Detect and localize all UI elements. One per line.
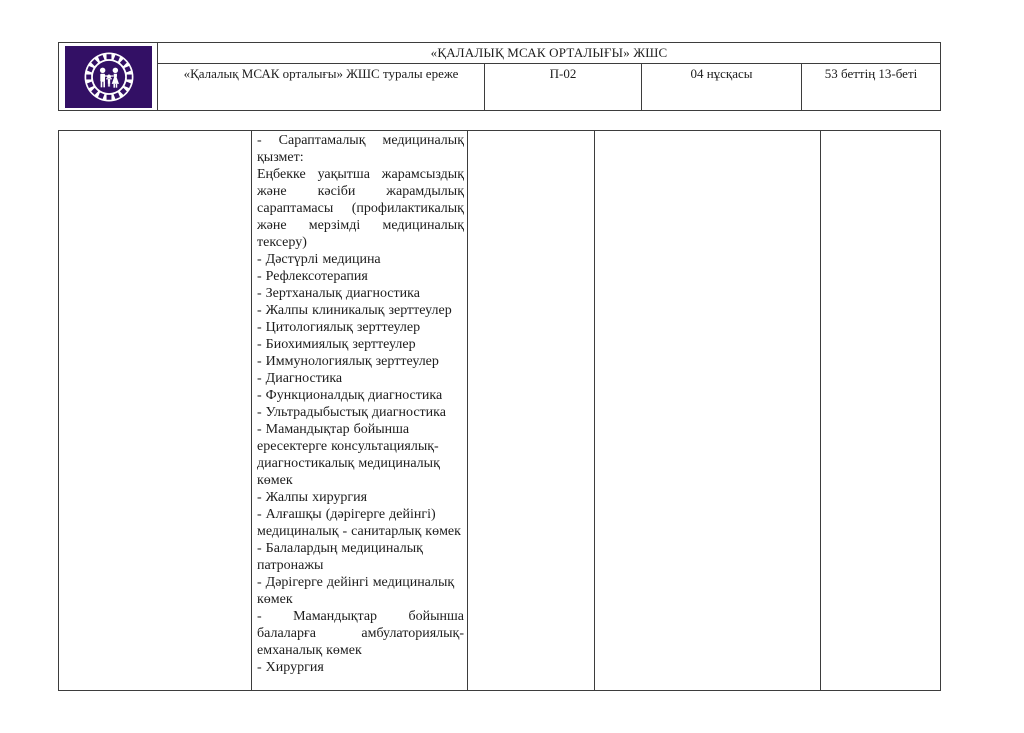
service-item: Еңбекке уақытша жарамсыздық және кәсіби жарамдылық сараптамасы (профилактикалық және мерзімді медициналық тексеру) [257,167,464,250]
org-title-cell [158,43,941,64]
document-header-table [58,42,941,111]
doc-title: «Қалалық МСАК орталығы» ЖШС туралы ереже [183,66,459,81]
service-item: - Сараптамалық медициналық қызмет: [257,133,464,165]
service-item: - Алғашқы (дәрігерге дейінгі) медициналық - санитарлық көмек [257,507,461,539]
org-title: «ҚАЛАЛЫҚ МСАК ОРТАЛЫҒЫ» ЖШС [430,45,668,60]
service-item: - Жалпы клиникалық зерттеулер [257,303,452,318]
organization-logo [65,46,152,108]
doc-version-cell [642,64,802,111]
service-item: - Функционалдық диагностика [257,388,443,403]
service-item: - Зертханалық диагностика [257,286,420,301]
service-item: - Рефлексотерапия [257,269,368,284]
service-item: - Мамандықтар бойынша ересектерге консультациялық-диагностикалық медициналық көмек [257,422,440,488]
page-info: 53 беттің 13-беті [824,66,918,81]
doc-title-cell [158,64,485,111]
page-info-cell [802,64,941,111]
services-cell [252,131,468,691]
service-item: - Мамандықтар бойынша балаларға амбулаториялық-емханалық көмек [257,609,464,658]
content-table [58,130,941,691]
doc-code-cell [485,64,642,111]
content-col-4-empty [595,131,821,691]
doc-code: П-02 [549,66,577,81]
service-item: - Ультрадыбыстық диагностика [257,405,446,420]
service-item: - Балалардың медициналық патронажы [257,541,423,573]
service-item: - Дәрігерге дейінгі медициналық көмек [257,575,455,607]
family-emblem-icon [80,48,138,106]
service-item: - Дәстүрлі медицина [257,252,381,267]
service-item: - Жалпы хирургия [257,490,368,505]
service-item: - Биохимиялық зерттеулер [257,337,416,352]
logo-cell [59,43,158,111]
service-item: - Иммунологиялық зерттеулер [257,354,439,369]
service-item: - Диагностика [257,371,343,386]
content-col-3-empty [468,131,595,691]
services-list [257,132,464,688]
content-col-1-empty [59,131,252,691]
doc-version: 04 нұсқасы [690,66,753,81]
service-item: - Цитологиялық зерттеулер [257,320,421,335]
service-item: - Хирургия [257,660,324,675]
content-col-5-empty [821,131,941,691]
